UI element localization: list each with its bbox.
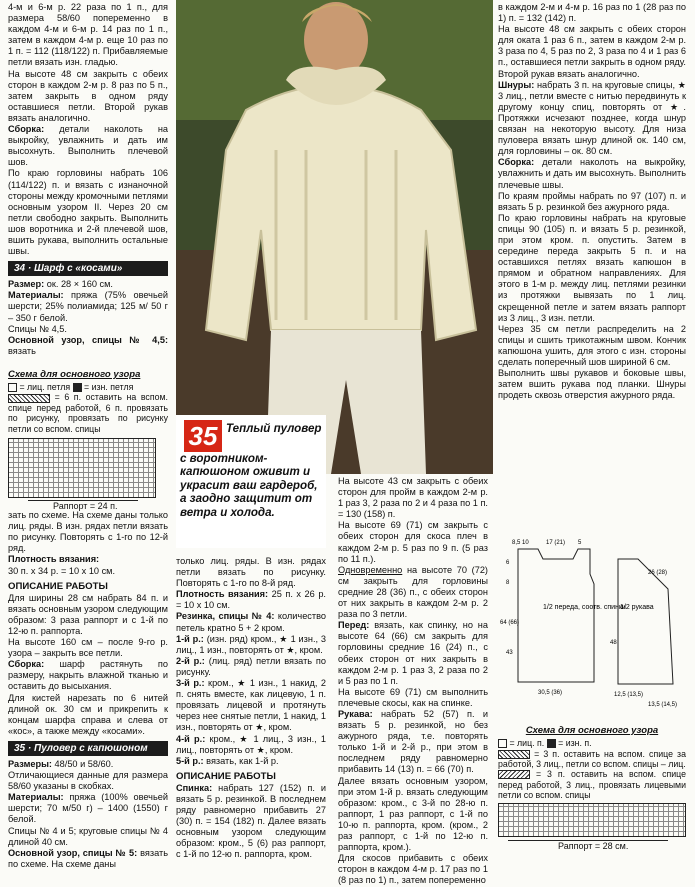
- section-header-34: 34 · Шарф с «косами»: [8, 261, 168, 276]
- dim-label: 13,5 (14,5): [648, 702, 678, 708]
- text-block: Основной узор, спицы № 4,5: вязать: [8, 334, 168, 356]
- column-2: [176, 556, 326, 861]
- text-block: Далее вязать основным узором, при этом 1-й р. вязать следующим образом: кром., с 3-й по 28-ю п. раппорт, 1 раз раппорт, с 1-й по 10-ю п. раппорта, кром. (кром., 2 раз раппорт, с 1-й по 12-ю п. раппорта, кром.).: [338, 775, 488, 853]
- scheme-legend: = лиц. петля = изн. петля = 6 п. оставить на вспом. спице перед работой, 6 п. провязать по рисунку, провязать по рисунку петли со вспом. спицы: [8, 382, 168, 434]
- dim-label: 30,5 (36): [538, 690, 563, 696]
- pullover-photo: [176, 0, 493, 474]
- column-1: [8, 2, 168, 870]
- dim-label: 26 (28): [648, 570, 668, 576]
- text-block: Шнуры: набрать 3 п. на круговые спицы, ★ 3 лиц., петли вместе с нитью передвинуть к другому концу спиц, повторять от ★. Протяжки исчезают позднее, когда шнур связан на некоторую высоту. Для низа пуловера вязать шнур длиной ок. 140 см, для горловины – ок. 80 см.: [498, 79, 686, 157]
- text-block: Размер: ок. 28 × 160 см.: [8, 279, 113, 290]
- text-block: только лиц. ряды. В изн. рядах петли вязать по рисунку. Повторять с 1-го по 8-й ряд.: [176, 556, 326, 589]
- scheme-2: [498, 722, 686, 851]
- scheme2-chart: [498, 803, 686, 851]
- dim-label: 6: [506, 560, 510, 566]
- text-block: 3-й р.: кром., ★ 1 изн., 1 накид, 2 п. снять вместе, как лицевую, 1 п. провязать лицевой и протянуть через нее снятые петли, 1 накид, 1 изн., повторять от ★, кром.: [176, 678, 326, 733]
- section-header-35: 35 · Пуловер с капюшоном: [8, 741, 168, 756]
- text-block: Для ширины 28 см набрать 84 п. и вязать основным узором следующим образом: 3 раза раппорт и с 1-й по 12-ю п. раппорта.: [8, 592, 168, 636]
- text-block: Перед: вязать, как спинку, но на высоте 64 (66) см закрыть для горловины средние 16 (24) п., с обеих сторон от них закрыть в каждом 2-м р. 1 раз 3, 2 раза по 2 и 5 раз по 1 п.: [338, 620, 488, 686]
- model-illustration: [176, 0, 493, 474]
- text-block: Сборка: шарф растянуть по размеру, накрыть влажной тканью и оставить до высыхания.: [8, 659, 168, 692]
- knit-stitch-icon: [498, 739, 507, 748]
- chart-grid: [498, 803, 686, 837]
- text-block: Плотность вязания: 25 п. х 26 р. = 10 х 10 см.: [176, 589, 326, 611]
- model-number-badge: 35: [184, 420, 222, 452]
- chart-grid: [8, 438, 156, 498]
- cable-icon: [8, 394, 50, 403]
- text-block: По краю горловины набрать 106 (114/122) п. и вязать с изнаночной стороны между кромочными петлями основным узором II. Через 20 см петли свободно закрыть. Выполнить шов воротника и 2-й плечевой шов, вшить рукава, выполнить остальные швы.: [8, 168, 168, 257]
- sleeve-label: 1/2 рукава: [620, 604, 654, 611]
- dim-label: 48: [610, 640, 617, 646]
- rapport-label: Раппорт = 28 см.: [558, 840, 629, 851]
- cable-back-icon: [498, 750, 530, 759]
- text-block: 2-й р.: (лиц. ряд) петли вязать по рисунку.: [176, 655, 326, 677]
- text-block: На высоте 48 см закрыть с обеих сторон в каждом 2-м р. 8 раз по 5 п., затем закрыть в одном ряду оставшиеся петли. Второй рукав вязать аналогично.: [8, 68, 168, 123]
- text-block: зать по схеме. На схеме даны только лиц. ряды. В изн. рядах петли вязать по рисунку. Повторять с 1-го по 12-й ряд.: [8, 510, 168, 554]
- dim-label: 8,5: [512, 540, 521, 546]
- text-block: По краям проймы набрать по 97 (107) п. и вязать 5 р. резинкой без ажурного ряда.: [498, 190, 686, 212]
- text-block: На высоте 69 (71) см закрыть с обеих сторон для скоса плеч в каждом 2-м р. 5 раз по 9 п. (5 раз по 11 п.).: [338, 520, 488, 564]
- text-block: 30 п. х 34 р. = 10 х 10 см.: [8, 565, 116, 576]
- text-block: Сборка: детали наколоть на выкройку, увлажнить и дать им высохнуть. Выполнить плечевой шов.: [8, 124, 168, 168]
- dim-label: 17 (21): [546, 540, 566, 546]
- text-block: Спинка: набрать 127 (152) п. и вязать 5 р. резинкой. В последнем ряду равномерно прибавить 27 (30) п. = 154 (182) п. Далее вязать основным узором следующим образом: кром., 5 (6) раз раппорт, с 1-й по 12-ю п. раппорта, кром.: [176, 782, 326, 860]
- text-block: в каждом 2-м и 4-м р. 16 раз по 1 (28 раз по 1) п. = 132 (142) п.: [498, 2, 686, 24]
- text-block: Материалы: пряжа (75% овечьей шерсти; 25% полиамида; 125 м/ 50 г – 350 г белой.: [8, 290, 168, 323]
- text-block: Выполнить швы рукавов и боковые швы, затем вшить рукава под планки. Шнуры продеть сквозь отверстия ажурного ряда.: [498, 368, 686, 401]
- text-block: Спицы № 4,5.: [8, 323, 67, 334]
- text-block: На высоте 48 см закрыть с обеих сторон для оката 1 раз 6 п., затем в каждом 2-м р. 3 раза по 4, 5 раз по 2, 3 раза по 4 и 1 раз 6 п., оставшиеся петли закрыть в одном ряду.: [498, 24, 686, 68]
- text-block: Одновременно на высоте 70 (72) см закрыть для горловины средние 28 (36) п., с обеих сторон от них закрыть в каждом 2-м р. 2 раза по 3 петли.: [338, 564, 488, 620]
- text-block: 4-й р.: кром., ★ 1 лиц., 3 изн., 1 лиц., повторять от ★, кром.: [176, 733, 326, 755]
- dim-label: 5: [578, 540, 582, 546]
- dim-label: 43: [506, 650, 513, 656]
- text-block: На высоте 43 см закрыть с обеих сторон для пройм в каждом 2-м р. 1 раз 3, 2 раза по 2 и 4 раза по 1 п. = 130 (158) п.: [338, 476, 488, 520]
- cable-front-icon: [498, 770, 530, 779]
- text-block: На высоте 160 см – после 9-го р. узора – закрыть все петли.: [8, 637, 168, 659]
- dim-label: 12,5 (13,5): [614, 692, 644, 698]
- scheme2-legend: = лиц. п. = изн. п. = 3 п. оставить на вспом. спице за работой, 3 лиц., петли со вспом. спицы – лиц. = 3 п. оставить на вспом. спице перед работой, 3 лиц., провязать лицевыми петли со вспом. спицы: [498, 738, 686, 801]
- sleeve-piece-outline: [618, 559, 673, 684]
- text-block: 1-й р.: (изн. ряд) кром., ★ 1 изн., 3 лиц., 1 изн., повторять от ★, кром.: [176, 633, 326, 655]
- column-3: [338, 476, 488, 886]
- text-block: Для скосов прибавить с обеих сторон в каждом 4-м р. 17 раз по 1 (8 раз по 1) п., затем попеременно: [338, 853, 488, 886]
- text-block: Спицы № 4 и 5; круговые спицы № 4 длиной 40 см.: [8, 825, 168, 847]
- text-block: Рукава: набрать 52 (57) п. и вязать 5 р. резинкой, но без ажурного ряда, т.е. повторять только 1-й и 2-й р., при этом в последнем ряду равномерно прибавить 14 (13) п. = 66 (70) п.: [338, 708, 488, 775]
- knit-stitch-icon: [8, 383, 17, 392]
- work-title: ОПИСАНИЕ РАБОТЫ: [8, 580, 108, 592]
- purl-stitch-icon: [547, 739, 556, 748]
- text-block: Размеры: 48/50 и 58/60.: [8, 759, 114, 769]
- text-block: На высоте 69 (71) см выполнить плечевые скосы, как на спинке.: [338, 686, 488, 708]
- text-block: По краю горловины набрать на круговые спицы 90 (105) п. и вязать 5 р. резинкой, при этом кром. п. опустить. Затем в середине переда закрыть 5 п. и на оставшихся петлях вязать капюшон в прямом и обратном направлениях. Для этого в 1-м р. между лиц. петлями резинки из протяжки вывязать по 1 лиц. скрещенной петле и затем вязать раппорт из 3 лиц., 3 изн. петли.: [498, 212, 686, 323]
- dim-label: 10: [522, 540, 529, 546]
- dim-label: 64 (66): [500, 620, 520, 626]
- text-block: Плотность вязания:: [8, 554, 100, 565]
- caption-line2: с воротником-капюшоном оживит и украсит ваш гардероб, а заодно защитит от ветра и холода.: [180, 452, 318, 519]
- caption-line1: Теплый пуловер: [226, 422, 322, 435]
- scheme-title: Схема для основного узора: [8, 368, 141, 380]
- text-block: Для кистей нарезать по 6 нитей длиной ок. 30 см и прикрепить к концам шарфа справа и слева от «кос», а также между «косами».: [8, 692, 168, 736]
- text-block: Материалы: пряжа (100% овечьей шерсти; 70 м/50 г) – 1400 (1550) г белой.: [8, 792, 168, 825]
- front-label: 1/2 переда, соотв. спинки: [543, 604, 626, 611]
- front-piece-outline: [518, 549, 594, 682]
- text-block: Через 35 см петли распределить на 2 спицы и сшить трикотажным швом. Кончик капюшона ушить, для этого с изн. стороны сделать поперечный шов шириной 6 см.: [498, 323, 686, 367]
- text-block: Отличающиеся данные для размера 58/60 указаны в скобках.: [8, 770, 168, 792]
- text-block: Сборка: детали наколоть на выкройку, увлажнить и дать им высохнуть. Выполнить плечевые швы.: [498, 157, 686, 190]
- purl-stitch-icon: [73, 383, 82, 392]
- garment-schematic: [498, 534, 688, 720]
- text-block: Резинка, спицы № 4: количество петель кратно 5 + 2 кром.: [176, 611, 326, 633]
- scheme-chart: [8, 438, 168, 510]
- text-block: Второй рукав вязать аналогично.: [498, 68, 640, 79]
- text-block: 4-м и 6-м р. 22 раза по 1 п., для размера 58/60 попеременно в каждом 4-м и 6-м р. 14 раз по 1 п., затем в каждом 4-м р. еще 10 раз по 1 п. = 112 (118/122) п. Прибавляемые петли вязать изн. гладью.: [8, 2, 168, 68]
- rapport-label: Раппорт = 24 п.: [53, 501, 118, 512]
- work-title: ОПИСАНИЕ РАБОТЫ: [176, 770, 276, 782]
- text-block: 5-й р.: вязать, как 1-й р.: [176, 755, 279, 766]
- text-block: Основной узор, спицы № 5: вязать по схеме. На схеме даны: [8, 847, 169, 869]
- column-4: [498, 2, 686, 401]
- dim-label: 8: [506, 580, 510, 586]
- scheme2-title: Схема для основного узора: [525, 725, 659, 736]
